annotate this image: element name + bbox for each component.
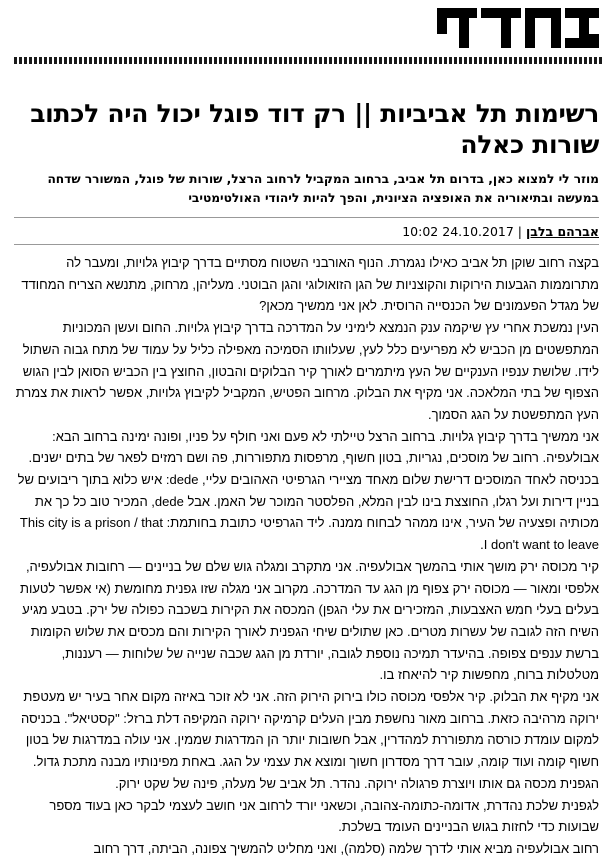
header-divider: [14, 57, 603, 64]
article-subtitle: מוזר לי למצוא כאן, בדרום תל אביב, ברחוב המקביל לרחוב הרצל, שורות של פוגל, המשורר שדחה במעשה ובתיאוריה את האופציה הציונית, והפך להיות ליהודי האולטימטיבי: [47, 172, 599, 205]
article-body: [14, 252, 599, 860]
article-title: רשימות תל אביביות || רק דוד פוגל יכול היה לכתוב שורות כאלה: [30, 99, 599, 159]
paragraph: העין נמשכת אחרי עץ שיקמה ענק הנמצא לימיני על המדרכה בדרך קיבוץ גלויות. החום ועשן המכוניות המתפשטים מן הכביש לא מפריעים כלל לעץ, שעלוותו הסמיכה מאפילה כליל על עמוד של מתח גבוה השתול לידו. שלושת ענפיו הענקיים של העץ מיתמרים לאורך קיר הבלוקים והבטון, החוצץ בין הכביש הסואן לבין הגוש הצפוף של בתי המלאכה. אני מקיף את הבלוק. מרחוב הפטיש, המקביל לקיבוץ גלויות, אפשר לראות את צמרת העץ המתפשטת על הגג הסמוך.: [15, 320, 599, 422]
paragraph: לגפנית שלכת נהדרת, אדומה-כתומה-צהובה, וכשאני יורד לרחוב אני חושב לעצמי לבקר כאן בעוד מספר שבועות כדי לחזות בגוש הבניינים העומד בשלכת.: [49, 797, 599, 835]
publish-date: 24.10.2017: [442, 224, 514, 239]
meta-separator: |: [513, 224, 526, 239]
author-link[interactable]: אברהם בלבן: [526, 224, 599, 239]
article-meta: [14, 217, 599, 245]
publish-time: 10:02: [402, 224, 439, 239]
paragraph: אני ממשיך בדרך קיבוץ גלויות. ברחוב הרצל טיילתי לא פעם ואני חולף על פניו, ופונה ימינה ברחוב הבא: אבולעפיה. רחוב של מוסכים, נגריות, בטון חשוף, מרפסות מתפוררות, פה ושם רמזים לפאר של בתים ישנים. בכניסה לאחד המוסכים דרישת שלום מאחד מציירי הגרפיטי האהובים עליי, dede: איש כלוא בתוך ריבועים של בניין דירות ועל רגלו, החוצצת בינו לבין המלא, הפלסטר המוכר של האמן. אבל dede, המכיר טוב כל כך את מכותיה ופצעיה של העיר, אינו ממהר לבחוח ממנה. ליד הגרפיטי כתובת בחותמת: This city is a prison / that I don't want to leave.: [17, 428, 599, 553]
paragraph: אני מקיף את הבלוק. קיר אלפסי מכוסה כולו בירוק הירוק הזה. אני לא זוכר באיזה מקום אחר בעיר יש מעטפת ירוקה מרהיבה כזאת. ברחוב מאור נחשפת מבין העלים קרמיקה ירוקה המקיפה דלת ברזל: "קסטיאל". בכניסה למקום עומדת כורסה מתפוררת למהדרין, אבל חשובות יותר הן המדרגות שממין. אני עולה במדרגות של בטון חשוף קומה ועוד קומה, עובר דרך מסדרון חשוך ומוצא את עצמי על הגג. באחת מפינותיו מבנה מתכת גדול. הגפנית מכסה גם אותו ויוצרת פרגולה ירוקה. נהדר. תל אביב של מעלה, פינה של שקט ירוק.: [20, 689, 599, 791]
paragraph: בקצה רחוב שוקן תל אביב כאילו נגמרת. הנוף האורבני השטוח מסתיים בדרך קיבוץ גלויות, ומעבר לה מתרוממות הגבעות הירוקות והקוצניות של הגן הזואולוגי והגן הבוטני. מעליהן, מרחוק, מתנשא הצריח המחודד של מגדל הפעמונים של הכנסייה הרוסית. לאן אני ממשיך מכאן?: [21, 255, 599, 314]
paragraph: קיר מכוסה ירק מושך אותי בהמשך אבולעפיה. אני מתקרב ומגלה גוש שלם של בניינים — רחובות אבולעפיה, אלפסי ומאור — מכוסה ירק צפוף מן הגג עד המדרכה. מקרוב אני מגלה שזו גפנית מחומשת (אי אפשר לטעות בעלים בעלי חמש האצבעות, המזכירים את עלי הגפן) המכסה את הקירות בשכבה כפולה של ירק. בטבע מגיע השיח הזה לגובה של עשרות מטרים. כאן שתולים שיחי הגפנית לאורך הקירות והם מכסים את שלוש הקומות ברשת ענפים צפופה. בהיעדר תמיכה נוספת לגובה, יורדת מן הגג שכבה שנייה של שלוחות — רעננות, מטלטלות ברוח, מחפשות קיר להיאחז בו.: [19, 558, 599, 683]
haaretz-logo[interactable]: [437, 4, 599, 50]
paragraph: רחוב אבולעפיה מביא אותי לדרך שלמה (סלמה), ואני מחליט להמשיך צפונה, הביתה, דרך רחוב: [93, 840, 599, 856]
